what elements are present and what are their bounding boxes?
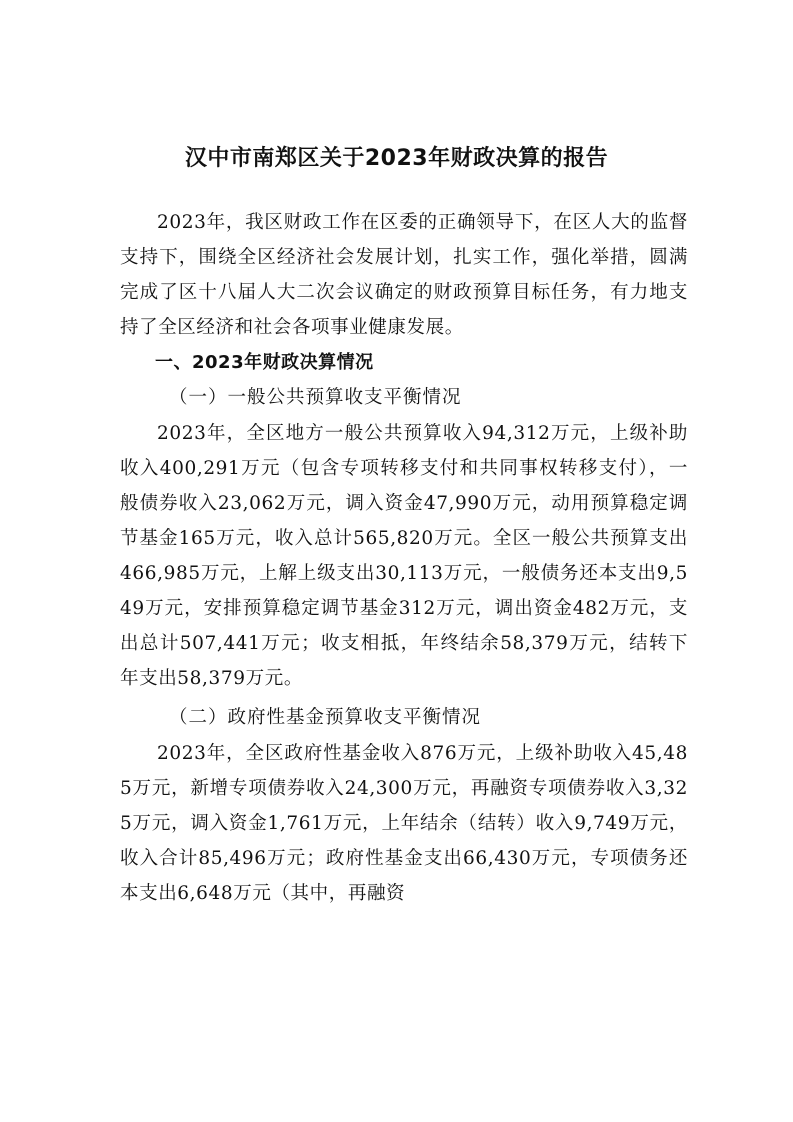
section-heading-final-accounts: 一、2023年财政决算情况 bbox=[155, 352, 374, 373]
document-title: 汉中市南郑区关于2023年财政决算的报告 bbox=[184, 146, 609, 171]
intro-paragraph: 2023年，我区财政工作在区委的正确领导下，在区人大的监督支持下，围绕全区经济社会发展计划，扎实工作，强化举措，圆满完成了区十八届人大二次会议确定的财政预算目标任务，有力地支持了全区经济和社会各项事业健康发展。 bbox=[120, 212, 688, 338]
subsection-heading-general-budget: （一）一般公共预算收支平衡情况 bbox=[169, 387, 462, 408]
subsection-heading-fund-budget: （二）政府性基金预算收支平衡情况 bbox=[169, 707, 482, 728]
document-body bbox=[120, 205, 688, 911]
fund-budget-paragraph: 2023年，全区政府性基金收入876万元，上级补助收入45,485万元，新增专项债券收入24,300万元，再融资专项债券收入3,325万元，调入资金1,761万元，上年结余（结转）收入9,749万元，收入合计85,496万元；政府性基金支出66,430万元，专项债务还本支出6,648万元（其中，再融资 bbox=[120, 743, 688, 904]
general-budget-paragraph: 2023年，全区地方一般公共预算收入94,312万元，上级补助收入400,291万元（包含专项转移支付和共同事权转移支付），一般债券收入23,062万元，调入资金47,990万元，动用预算稳定调节基金165万元，收入总计565,820万元。全区一般公共预算支出466,985万元，上解上级支出30,113万元，一般债务还本支出9,549万元，安排预算稳定调节基金312万元，调出资金482万元，支出总计507,441万元；收支相抵，年终结余58,379万元，结转下年支出58,379万元。 bbox=[120, 423, 688, 689]
